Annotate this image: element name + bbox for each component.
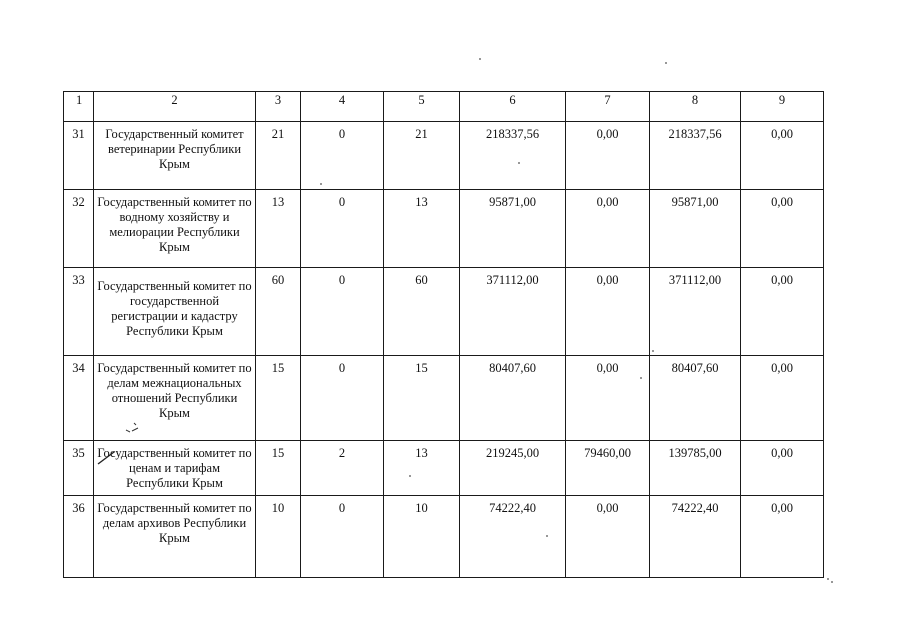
cell-col6: 74222,40 bbox=[460, 496, 566, 578]
col-header-9: 9 bbox=[741, 92, 824, 122]
column-number-row bbox=[64, 92, 824, 122]
pen-stroke-mark bbox=[96, 448, 118, 468]
row-number: 36 bbox=[64, 496, 94, 578]
row-number: 34 bbox=[64, 356, 94, 441]
cell-col3: 15 bbox=[256, 356, 301, 441]
cell-col3: 60 bbox=[256, 268, 301, 356]
table-row bbox=[64, 356, 824, 441]
table-row bbox=[64, 190, 824, 268]
cell-col9: 0,00 bbox=[741, 356, 824, 441]
col-header-7: 7 bbox=[566, 92, 650, 122]
cell-col4: 0 bbox=[301, 268, 384, 356]
col-header-5: 5 bbox=[384, 92, 460, 122]
cell-col6: 371112,00 bbox=[460, 268, 566, 356]
cell-col3: 21 bbox=[256, 122, 301, 190]
cell-col8: 371112,00 bbox=[650, 268, 741, 356]
scan-speck bbox=[665, 62, 667, 64]
col-header-2: 2 bbox=[94, 92, 256, 122]
cell-col5: 10 bbox=[384, 496, 460, 578]
cell-col6: 218337,56 bbox=[460, 122, 566, 190]
organization-name: Государственный комитет по делам межнациональных отношений Республики Крым bbox=[94, 356, 256, 441]
cell-col8: 80407,60 bbox=[650, 356, 741, 441]
table-row bbox=[64, 122, 824, 190]
organization-name: Государственный комитет по государственной регистрации и кадастру Республики Крым bbox=[94, 268, 256, 356]
cell-col4: 0 bbox=[301, 496, 384, 578]
row-number: 31 bbox=[64, 122, 94, 190]
table-row bbox=[64, 441, 824, 496]
cell-col9: 0,00 bbox=[741, 122, 824, 190]
cell-col7: 0,00 bbox=[566, 122, 650, 190]
cell-col7: 79460,00 bbox=[566, 441, 650, 496]
organization-name: Государственный комитет по ценам и тарифам Республики Крым bbox=[94, 441, 256, 496]
cell-col7: 0,00 bbox=[566, 268, 650, 356]
row-number: 33 bbox=[64, 268, 94, 356]
cell-col8: 74222,40 bbox=[650, 496, 741, 578]
cell-col3: 15 bbox=[256, 441, 301, 496]
scan-speck bbox=[652, 350, 654, 352]
cell-col5: 13 bbox=[384, 190, 460, 268]
cell-col5: 60 bbox=[384, 268, 460, 356]
scan-speck bbox=[409, 475, 411, 477]
cell-col5: 15 bbox=[384, 356, 460, 441]
cell-col6: 95871,00 bbox=[460, 190, 566, 268]
cell-col4: 2 bbox=[301, 441, 384, 496]
cell-col6: 219245,00 bbox=[460, 441, 566, 496]
cell-col7: 0,00 bbox=[566, 190, 650, 268]
scan-speck bbox=[640, 377, 642, 379]
cell-col3: 13 bbox=[256, 190, 301, 268]
cell-col9: 0,00 bbox=[741, 190, 824, 268]
table-row bbox=[64, 496, 824, 578]
col-header-6: 6 bbox=[460, 92, 566, 122]
row-number: 32 bbox=[64, 190, 94, 268]
organization-name: Государственный комитет по делам архивов Республики Крым bbox=[94, 496, 256, 578]
col-header-8: 8 bbox=[650, 92, 741, 122]
cell-col9: 0,00 bbox=[741, 268, 824, 356]
scan-speck bbox=[546, 535, 548, 537]
cell-col8: 95871,00 bbox=[650, 190, 741, 268]
scan-speck bbox=[831, 581, 833, 583]
cell-col4: 0 bbox=[301, 356, 384, 441]
scan-speck bbox=[827, 578, 829, 580]
pen-tick-mark bbox=[124, 420, 144, 434]
organization-name: Государственный комитет по водному хозяйству и мелиорации Республики Крым bbox=[94, 190, 256, 268]
cell-col5: 21 bbox=[384, 122, 460, 190]
budget-table bbox=[63, 91, 824, 578]
cell-col8: 139785,00 bbox=[650, 441, 741, 496]
col-header-1: 1 bbox=[64, 92, 94, 122]
cell-col7: 0,00 bbox=[566, 496, 650, 578]
organization-name: Государственный комитет ветеринарии Республики Крым bbox=[94, 122, 256, 190]
scan-speck bbox=[320, 183, 322, 185]
scan-speck bbox=[518, 162, 520, 164]
scan-speck bbox=[479, 58, 481, 60]
cell-col9: 0,00 bbox=[741, 441, 824, 496]
cell-col6: 80407,60 bbox=[460, 356, 566, 441]
cell-col8: 218337,56 bbox=[650, 122, 741, 190]
cell-col4: 0 bbox=[301, 122, 384, 190]
col-header-4: 4 bbox=[301, 92, 384, 122]
cell-col4: 0 bbox=[301, 190, 384, 268]
col-header-3: 3 bbox=[256, 92, 301, 122]
row-number: 35 bbox=[64, 441, 94, 496]
table-row bbox=[64, 268, 824, 356]
cell-col5: 13 bbox=[384, 441, 460, 496]
cell-col9: 0,00 bbox=[741, 496, 824, 578]
cell-col3: 10 bbox=[256, 496, 301, 578]
cell-col7: 0,00 bbox=[566, 356, 650, 441]
